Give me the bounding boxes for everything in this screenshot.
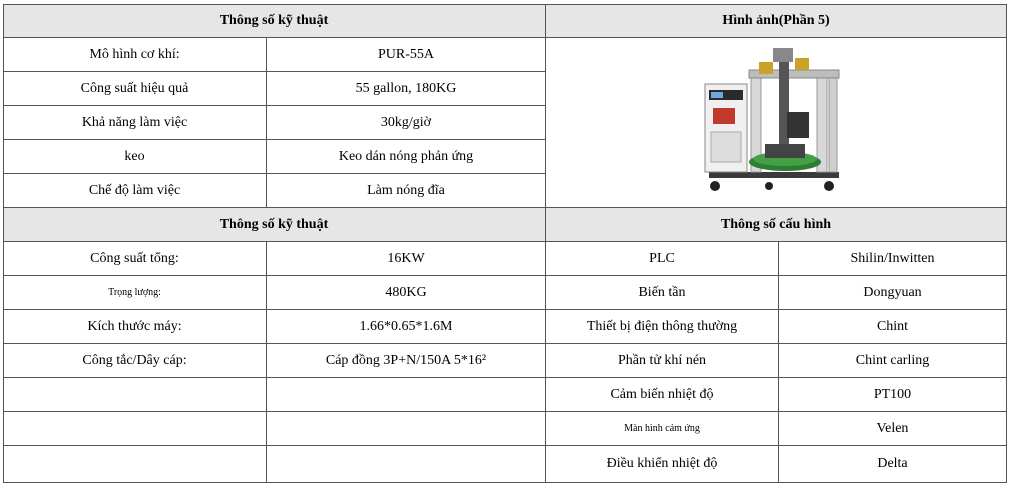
spec-label: keo — [3, 140, 267, 174]
spec-value: 55 gallon, 180KG — [267, 72, 546, 106]
spec-label: Kích thước máy: — [3, 310, 267, 344]
spec-value: Keo dán nóng phản ứng — [267, 140, 546, 174]
spec-label: Mô hình cơ khí: — [3, 38, 267, 72]
config-value: Velen — [779, 412, 1007, 446]
config-label: PLC — [546, 242, 779, 276]
spec-value: 16KW — [267, 242, 546, 276]
section2-left-header: Thông số kỹ thuật — [3, 208, 546, 242]
spec-label — [3, 378, 267, 412]
spec-value: 1.66*0.65*1.6M — [267, 310, 546, 344]
config-label: Thiết bị điện thông thường — [546, 310, 779, 344]
spec-value — [267, 412, 546, 446]
spec-label: Khả năng làm việc — [3, 106, 267, 140]
config-label: Cảm biến nhiệt độ — [546, 378, 779, 412]
section1-left-header: Thông số kỹ thuật — [3, 4, 546, 38]
config-value: PT100 — [779, 378, 1007, 412]
section1-right-header: Hình ảnh(Phần 5) — [546, 4, 1007, 38]
config-label: Biến tần — [546, 276, 779, 310]
spec-label: Công tắc/Dây cáp: — [3, 344, 267, 378]
spec-value — [267, 378, 546, 412]
spec-label: Trọng lượng: — [3, 276, 267, 310]
spec-value: Cáp đồng 3P+N/150A 5*16² — [267, 344, 546, 378]
config-value: Dongyuan — [779, 276, 1007, 310]
spec-label — [3, 412, 267, 446]
spec-label: Chế độ làm việc — [3, 174, 267, 208]
glue-machine-image — [689, 44, 849, 194]
config-value: Delta — [779, 446, 1007, 483]
config-label: Điều khiển nhiệt độ — [546, 446, 779, 483]
spec-value: Làm nóng đĩa — [267, 174, 546, 208]
spec-value: 30kg/giờ — [267, 106, 546, 140]
section2-right-header: Thông số cấu hình — [546, 208, 1007, 242]
spec-table — [3, 4, 1007, 483]
config-value: Chint carling — [779, 344, 1007, 378]
config-label: Phần tử khí nén — [546, 344, 779, 378]
spec-value — [267, 446, 546, 483]
spec-label: Công suất tổng: — [3, 242, 267, 276]
spec-label: Công suất hiệu quả — [3, 72, 267, 106]
config-value: Shilin/Inwitten — [779, 242, 1007, 276]
config-value: Chint — [779, 310, 1007, 344]
config-label: Màn hình cảm ứng — [546, 412, 779, 446]
spec-value: PUR-55A — [267, 38, 546, 72]
machine-image-cell — [546, 38, 1007, 208]
spec-value: 480KG — [267, 276, 546, 310]
spec-label — [3, 446, 267, 483]
